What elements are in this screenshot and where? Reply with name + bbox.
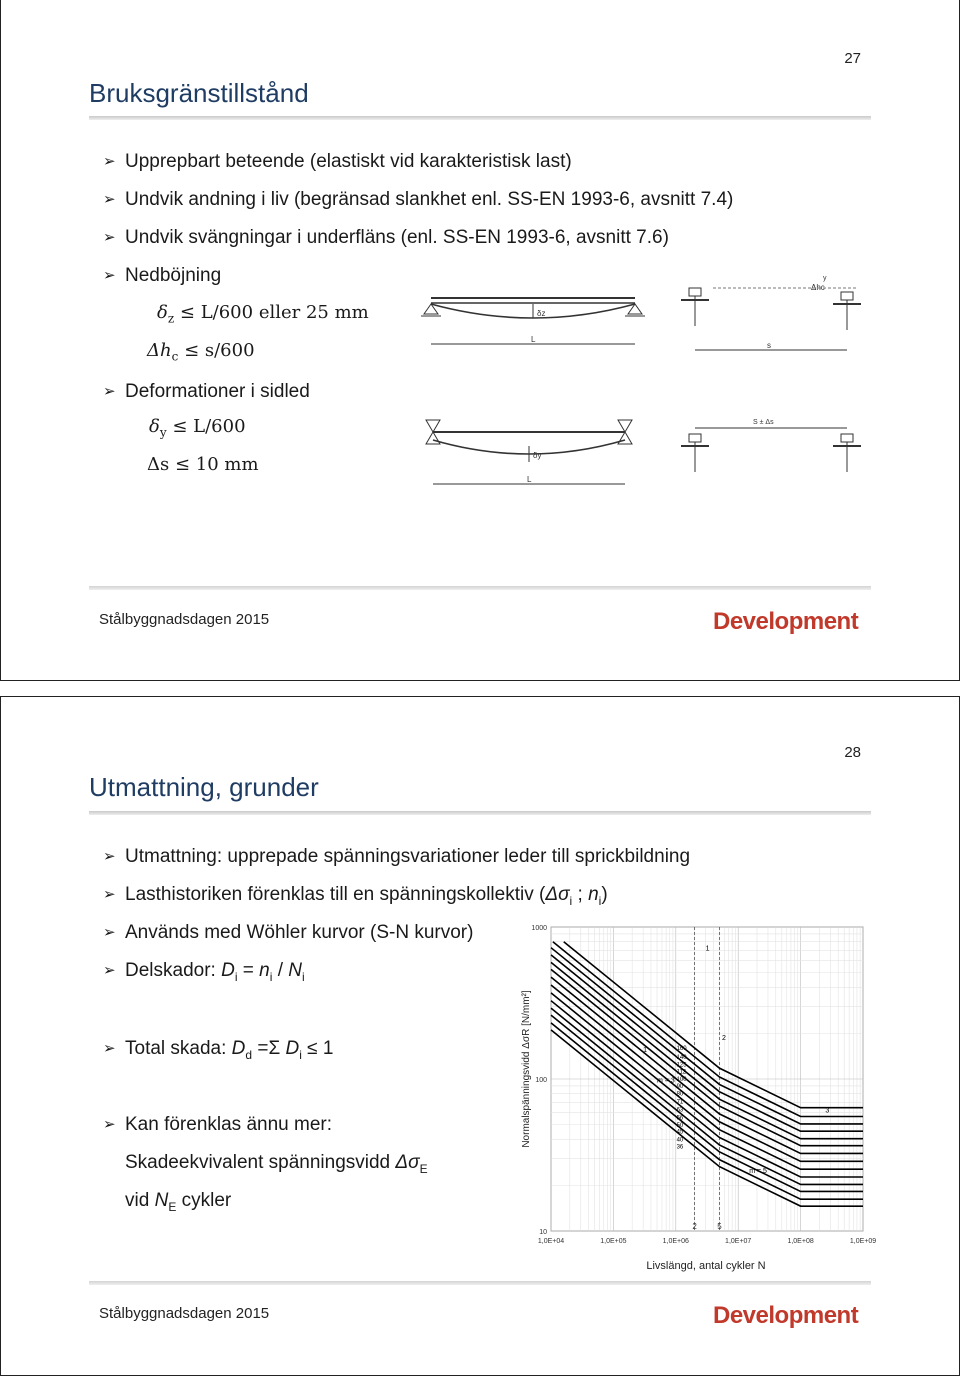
- bullet-item: ➢ Upprepbart beteende (elastiskt vid karakteristisk last): [103, 143, 733, 181]
- formula-deflection-y: $\delta_y \le L/600$: [149, 416, 246, 440]
- detail-category-label: 45: [676, 1129, 684, 1136]
- svg-text:δz: δz: [537, 309, 546, 318]
- svg-text:L: L: [527, 475, 532, 484]
- detail-category-label: 40: [676, 1137, 684, 1144]
- detail-category-label: 112: [676, 1069, 687, 1076]
- slide-number: 27: [844, 50, 861, 67]
- text-line: Skadeekvivalent spänningsvidd $\Delta\sigma_E$: [125, 1152, 428, 1176]
- svg-text:L: L: [531, 335, 536, 344]
- footer-text: Stålbyggnadsdagen 2015: [99, 1305, 270, 1322]
- sn-curve-chart: [511, 919, 881, 1279]
- detail-category-label: 56: [676, 1115, 684, 1122]
- chart-grid: [551, 927, 863, 1231]
- detail-category-label: 90: [676, 1083, 684, 1090]
- x-tick-label: 1,0E+04: [537, 1238, 565, 1245]
- svg-text:Δhc: Δhc: [811, 283, 825, 292]
- title-rule: [89, 811, 871, 815]
- rail-section-right: [833, 292, 861, 330]
- annotation-label: 3: [825, 1107, 830, 1115]
- slide-title: Utmattning, grunder: [89, 772, 319, 802]
- x-marker-label: 2: [692, 1222, 697, 1231]
- arrow-bullet-icon: ➢: [103, 267, 116, 284]
- footer-rule: [89, 1281, 871, 1285]
- formula-deflection-hc: $\Delta h_c \le s/600$: [147, 340, 255, 364]
- detail-category-label: 160: [676, 1045, 687, 1052]
- detail-category-label: 125: [676, 1062, 687, 1069]
- sn-curve-125: [551, 945, 863, 1124]
- bullet-list-2: [103, 1030, 333, 1068]
- bullet-item: ➢ Delskador: $D_i = n_i / N_i$: [103, 952, 690, 990]
- x-axis-label: Livslängd, antal cykler N: [646, 1260, 766, 1272]
- arrow-bullet-icon: ➢: [103, 886, 116, 903]
- y-axis-label: Normalspänningsvidd ΔσR [N/mm²]: [521, 990, 532, 1148]
- rail-section-left: [681, 288, 709, 326]
- bullet-item: ➢ Lasthistoriken förenklas till en spänningskollektiv ($\Delta\sigma_i$ ; $n_i$): [103, 876, 690, 914]
- annotation-label: 2: [721, 1035, 726, 1043]
- arrow-bullet-icon: ➢: [103, 962, 116, 979]
- arrow-bullet-icon: ➢: [103, 848, 116, 865]
- svg-text:S ± Δs: S ± Δs: [753, 419, 774, 426]
- formula-deflection-z: $\delta_z \le L/600$ eller 25 mm: [157, 302, 369, 326]
- bullet-item: ➢ Nedböjning: [103, 257, 733, 295]
- annotation-label: 1: [705, 945, 710, 953]
- bullet-item: ➢ Kan förenklas ännu mer:: [103, 1106, 428, 1144]
- text-line: vid $N_E$ cykler: [125, 1190, 232, 1214]
- slide-28: [0, 696, 960, 1376]
- slide-title: Bruksgränstillstånd: [89, 78, 309, 108]
- bullet-item: ➢ Undvik andning i liv (begränsad slankhet enl. SS-EN 1993-6, avsnitt 7.4): [103, 181, 733, 219]
- x-tick-label: 1,0E+06: [662, 1238, 689, 1245]
- chart-lines: [551, 942, 863, 1206]
- arrow-bullet-icon: ➢: [103, 383, 116, 400]
- y-tick-label: 100: [535, 1077, 547, 1084]
- title-rule: [89, 116, 871, 120]
- detail-category-label: 80: [676, 1091, 684, 1098]
- arrow-bullet-icon: ➢: [103, 1116, 116, 1133]
- footer-rule: [89, 586, 871, 590]
- arrow-bullet-icon: ➢: [103, 1040, 116, 1057]
- svg-text:y: y: [823, 275, 827, 282]
- bullet-list-2: [103, 373, 310, 411]
- annotation-label: m = 5: [749, 1168, 767, 1176]
- sn-curve-36: [551, 1030, 863, 1206]
- x-marker-label: 5: [717, 1222, 722, 1231]
- x-tick-label: 1,0E+07: [725, 1238, 752, 1245]
- annotation-label: 1: [643, 1047, 648, 1055]
- x-tick-label: 1,0E+05: [600, 1238, 627, 1245]
- detail-category-label: 50: [676, 1122, 684, 1129]
- svg-text:δy: δy: [533, 451, 542, 460]
- rail-section-left: [681, 434, 709, 472]
- bullet-item: ➢ Deformationer i sidled: [103, 373, 310, 411]
- arrow-bullet-icon: ➢: [103, 924, 116, 941]
- detail-category-label: 71: [676, 1099, 684, 1106]
- development-logo: Development: [713, 608, 859, 635]
- slide-27: [0, 0, 960, 681]
- detail-category-label: 63: [676, 1107, 684, 1114]
- x-tick-label: 1,0E+09: [849, 1238, 877, 1245]
- detail-category-label: 36: [676, 1144, 684, 1151]
- bullet-list-3: [103, 1106, 428, 1220]
- bullet-item: ➢ Används med Wöhler kurvor (S-N kurvor): [103, 914, 690, 952]
- bullet-item: ➢ Utmattning: upprepade spänningsvariationer leder till sprickbildning: [103, 838, 690, 876]
- arrow-bullet-icon: ➢: [103, 191, 116, 208]
- detail-category-label: 140: [676, 1054, 687, 1061]
- y-tick-label: 1000: [531, 925, 547, 932]
- arrow-bullet-icon: ➢: [103, 153, 116, 170]
- slide-number: 28: [844, 744, 861, 761]
- y-tick-label: 10: [539, 1229, 547, 1236]
- bullet-item: ➢ Undvik svängningar i underfläns (enl. SS-EN 1993-6, avsnitt 7.6): [103, 219, 733, 257]
- arrow-bullet-icon: ➢: [103, 229, 116, 246]
- svg-text:s: s: [767, 341, 771, 350]
- x-tick-label: 1,0E+08: [787, 1238, 814, 1245]
- vertical-deflection-figure: [413, 270, 873, 380]
- development-logo: Development: [713, 1302, 859, 1329]
- detail-category-label: 100: [676, 1077, 687, 1083]
- annotation-label: m = 3: [657, 1077, 675, 1085]
- formula-delta-s: Δs ≤ 10 mm: [147, 454, 259, 475]
- rail-section-right: [833, 434, 861, 472]
- footer-text: Stålbyggnadsdagen 2015: [99, 611, 270, 628]
- bullet-item: ➢ Total skada: $D_d =\Sigma$ $D_i \le 1$: [103, 1030, 333, 1068]
- lateral-deflection-figure: [413, 410, 873, 500]
